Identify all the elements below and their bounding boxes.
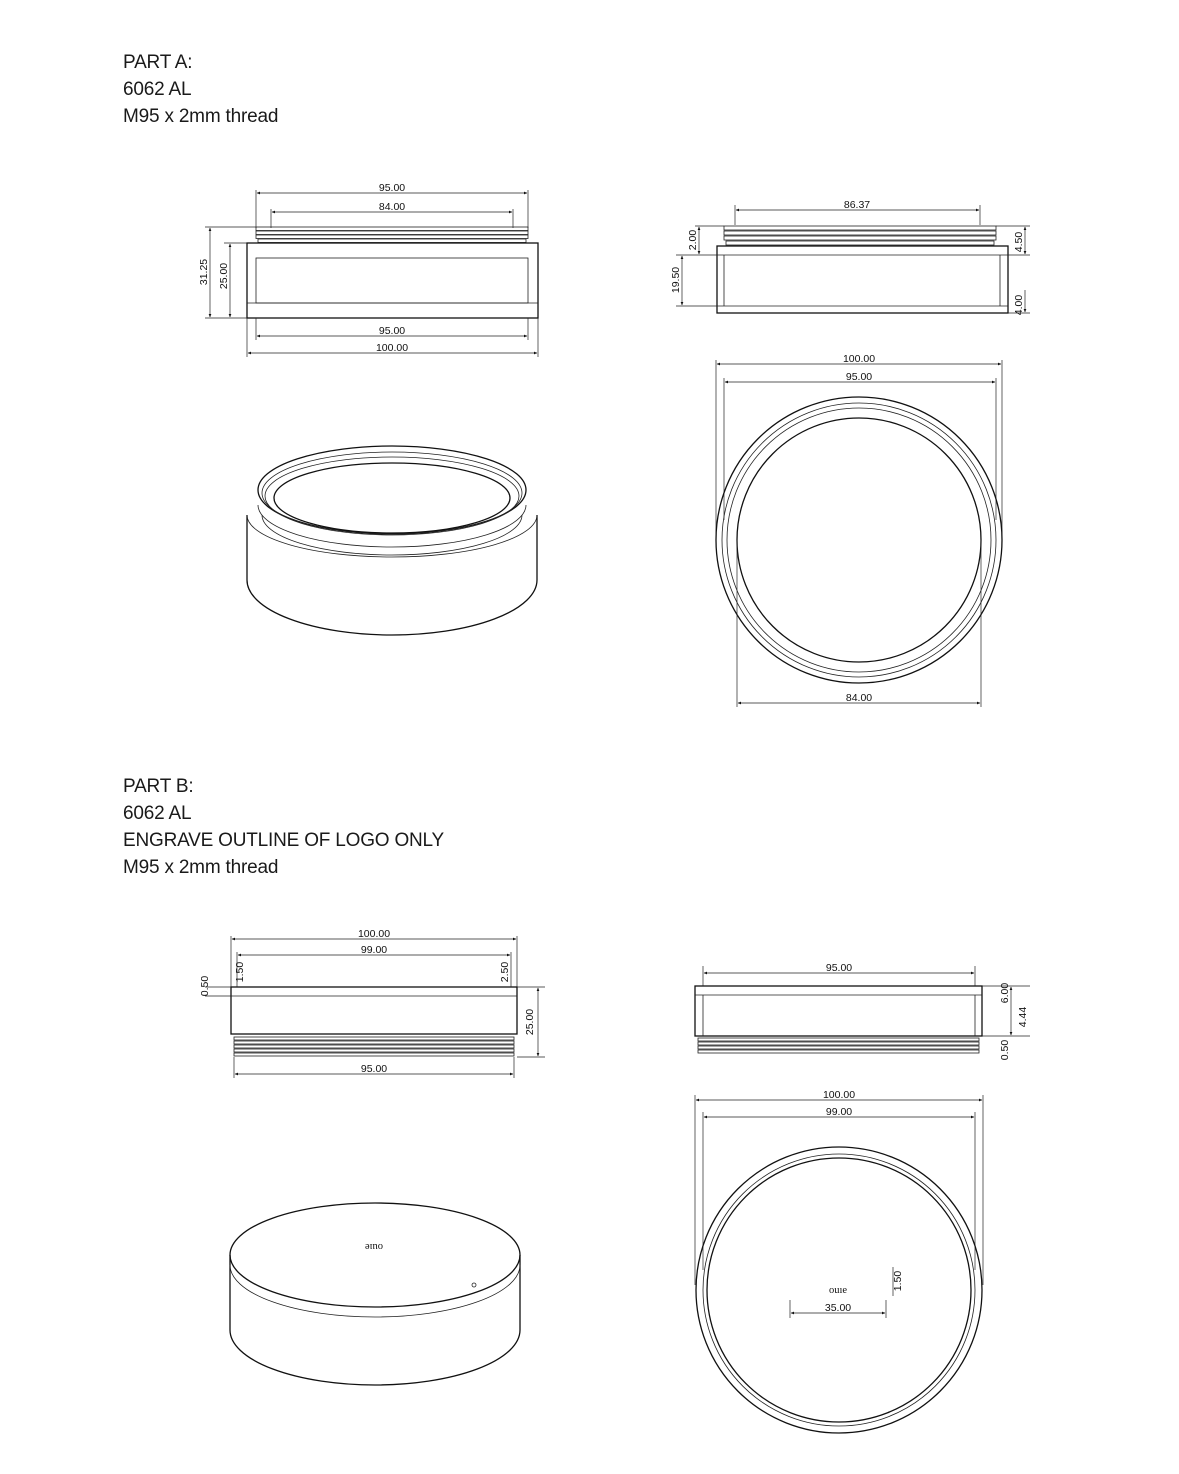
part-b-iso-logo-engraving: ouıe (364, 1241, 384, 1252)
part-a-side-dim-right-bottom: 4.00 (1013, 294, 1025, 316)
part-b-top-logo-engraving: ouıe (828, 1285, 848, 1296)
part-a-side-dim-left-height: 19.50 (670, 266, 682, 294)
part-b-front-dim-height: 25.00 (524, 1008, 536, 1036)
part-b-top-view (695, 1089, 983, 1433)
part-a-top-dim-inner: 84.00 (845, 692, 873, 704)
part-a-top-dim-outer: 100.00 (842, 353, 876, 365)
part-a-side-dim-top: 86.37 (843, 199, 871, 211)
part-b-front-view (199, 928, 545, 1078)
part-b-front-dim-right-step: 2.50 (499, 961, 511, 983)
part-b-top-dim-inner: 99.00 (825, 1106, 853, 1118)
part-b-material: 6062 AL (123, 803, 192, 824)
part-a-front-view (198, 182, 538, 357)
part-a-front-dim-top-outer: 95.00 (378, 182, 406, 194)
part-a-front-dim-height-total: 31.25 (198, 258, 210, 286)
part-b-top-dim-outer: 100.00 (822, 1089, 856, 1101)
part-b-side-dim-right-b: 4.44 (1017, 1006, 1029, 1028)
part-a-top-dim-mid: 95.00 (845, 371, 873, 383)
part-b-side-dim-top: 95.00 (825, 962, 853, 974)
part-a-front-dim-bottom-inner: 95.00 (378, 325, 406, 337)
part-b-title: PART B: (123, 776, 194, 797)
part-b-side-dim-right-a: 6.00 (999, 982, 1011, 1004)
part-a-thread: M95 x 2mm thread (123, 106, 279, 127)
part-b-engrave-note: ENGRAVE OUTLINE OF LOGO ONLY (123, 830, 444, 851)
part-b-isometric-view (230, 1203, 520, 1385)
part-a-front-dim-height-body: 25.00 (218, 262, 230, 290)
part-a-title: PART A: (123, 52, 193, 73)
part-a-top-view (716, 353, 1002, 707)
part-a-material: 6062 AL (123, 79, 192, 100)
part-b-thread: M95 x 2mm thread (123, 857, 279, 878)
part-b-front-dim-top-inner: 99.00 (360, 944, 388, 956)
part-b-front-dim-bottom: 95.00 (360, 1063, 388, 1075)
part-a-side-view (670, 199, 1030, 315)
part-a-front-dim-top-inner: 84.00 (378, 201, 406, 213)
part-b-front-dim-top-outer: 100.00 (357, 928, 391, 940)
part-a-isometric-view (247, 446, 537, 635)
part-b-side-view (695, 962, 1030, 1060)
part-b-top-dim-logo-width: 35.00 (824, 1302, 852, 1314)
part-b-front-dim-left-offset: 0.50 (199, 975, 211, 997)
part-b-side-dim-right-c: 0.50 (999, 1039, 1011, 1061)
part-a-side-dim-right-top: 4.50 (1013, 231, 1025, 253)
part-a-front-dim-bottom-outer: 100.00 (375, 342, 409, 354)
part-b-front-dim-left-step: 1.50 (234, 961, 246, 983)
part-a-side-dim-left-small: 2.00 (687, 229, 699, 251)
part-b-top-dim-logo-height: 1.50 (892, 1270, 904, 1292)
